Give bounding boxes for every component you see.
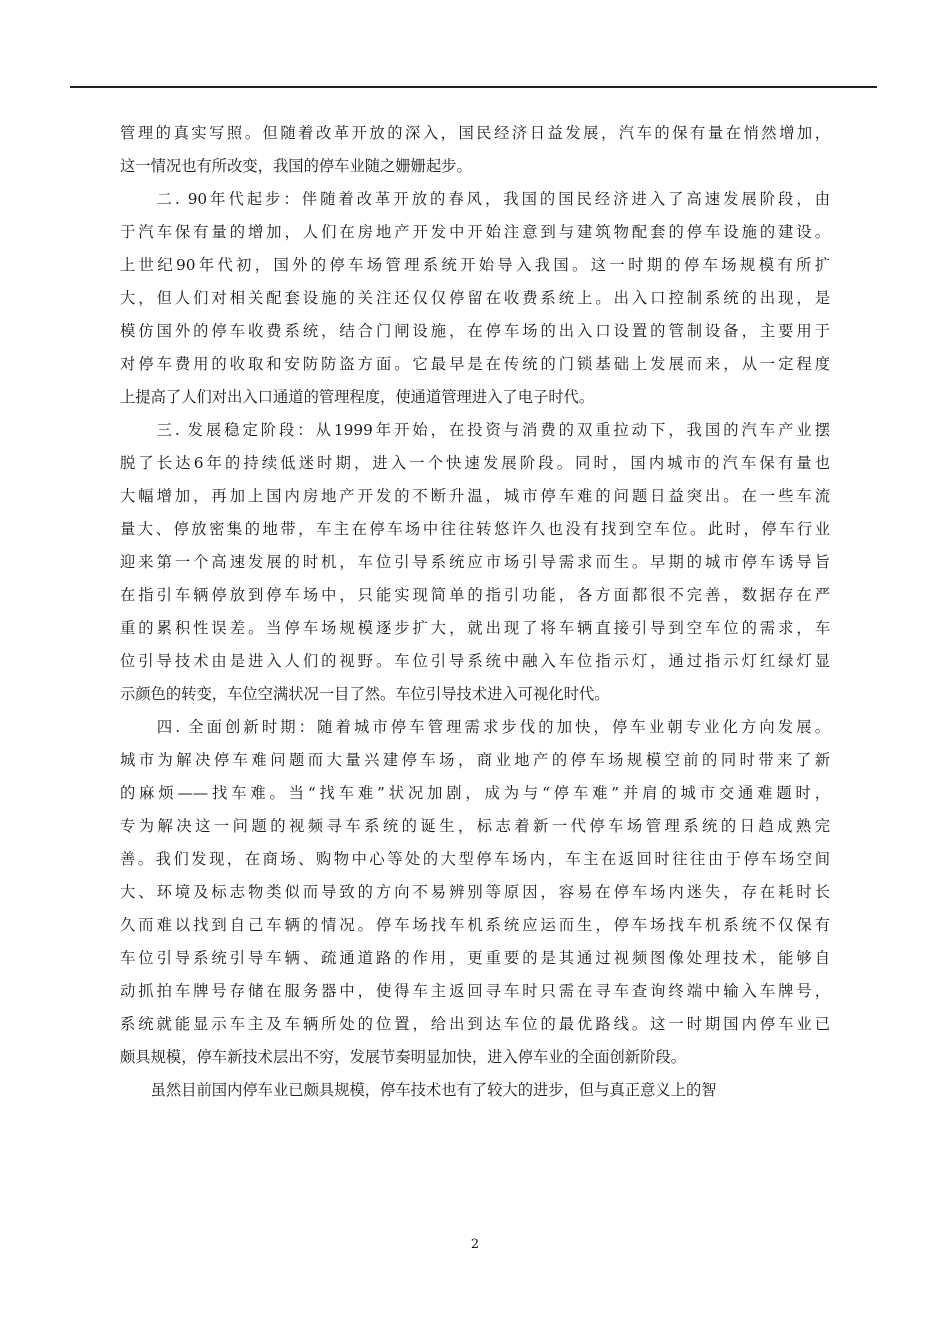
text-line: 大、环境及标志物类似而导致的方向不易辨别等原因，容易在停车场内迷失，存在耗时长 bbox=[120, 883, 830, 901]
text-line: 虽然目前国内停车业已颇具规模，停车技术也有了较大的进步，但与真正意义上的智 bbox=[120, 1081, 717, 1099]
text-line: 上世纪90年代初，国外的停车场管理系统开始导入我国。这一时期的停车场规模有所扩 bbox=[120, 256, 830, 274]
document-body bbox=[120, 117, 830, 1107]
paragraph bbox=[120, 117, 830, 183]
text-line: 管理的真实写照。但随着改革开放的深入，国民经济日益发展，汽车的保有量在悄然增加， bbox=[120, 124, 830, 142]
text-line: 城市为解决停车难问题而大量兴建停车场，商业地产的停车场规模空前的同时带来了新 bbox=[120, 751, 830, 769]
text-line: 位引导技术由是进入人们的视野。车位引导系统中融入车位指示灯，通过指示灯红绿灯显 bbox=[120, 652, 830, 670]
paragraph bbox=[120, 183, 830, 414]
text-line: 对停车费用的收取和安防防盗方面。它最早是在传统的门锁基础上发展而来，从一定程度 bbox=[120, 355, 830, 373]
text-line: 二. 90年代起步：伴随着改革开放的春风，我国的国民经济进入了高速发展阶段，由 bbox=[120, 190, 830, 208]
text-line: 脱了长达6年的持续低迷时期，进入一个快速发展阶段。同时，国内城市的汽车保有量也 bbox=[120, 454, 830, 472]
text-line: 这一情况也有所改变，我国的停车业随之姗姗起步。 bbox=[120, 157, 472, 175]
text-line: 车位引导系统引导车辆、疏通道路的作用，更重要的是其通过视频图像处理技术，能够自 bbox=[120, 949, 830, 967]
text-line: 大，但人们对相关配套设施的关注还仅仅停留在收费系统上。出入口控制系统的出现，是 bbox=[120, 289, 830, 307]
text-line: 模仿国外的停车收费系统，结合门闸设施，在停车场的出入口设置的管制设备，主要用于 bbox=[120, 322, 830, 340]
text-line: 示颜色的转变，车位空满状况一目了然。车位引导技术进入可视化时代。 bbox=[120, 685, 610, 703]
text-line: 三. 发展稳定阶段：从1999年开始，在投资与消费的双重拉动下，我国的汽车产业摆 bbox=[120, 421, 830, 439]
text-line: 系统就能显示车主及车辆所处的位置，给出到达车位的最优路线。这一时期国内停车业已 bbox=[120, 1015, 830, 1033]
text-line: 在指引车辆停放到停车场中，只能实现简单的指引功能，各方面都很不完善，数据存在严 bbox=[120, 586, 830, 604]
paragraph bbox=[120, 1074, 830, 1107]
text-line: 的麻烦——找车难。当“找车难”状况加剧，成为与“停车难”并肩的城市交通难题时， bbox=[120, 784, 830, 802]
text-line: 善。我们发现，在商场、购物中心等处的大型停车场内，车主在返回时往往由于停车场空间 bbox=[120, 850, 830, 868]
header-rule bbox=[70, 86, 877, 88]
paragraph bbox=[120, 711, 830, 1074]
text-line: 迎来第一个高速发展的时机，车位引导系统应市场引导需求而生。早期的城市停车诱导旨 bbox=[120, 553, 830, 571]
paragraph bbox=[120, 414, 830, 711]
text-line: 专为解决这一问题的视频寻车系统的诞生，标志着新一代停车场管理系统的日趋成熟完 bbox=[120, 817, 830, 835]
text-line: 重的累积性误差。当停车场规模逐步扩大，就出现了将车辆直接引导到空车位的需求，车 bbox=[120, 619, 830, 637]
text-line: 大幅增加，再加上国内房地产开发的不断升温，城市停车难的问题日益突出。在一些车流 bbox=[120, 487, 830, 505]
text-line: 上提高了人们对出入口通道的管理程度，使通道管理进入了电子时代。 bbox=[120, 388, 595, 406]
page-number: 2 bbox=[470, 1237, 480, 1252]
text-line: 颇具规模，停车新技术层出不穷，发展节奏明显加快，进入停车业的全面创新阶段。 bbox=[120, 1048, 686, 1066]
text-line: 久而难以找到自己车辆的情况。停车场找车机系统应运而生，停车场找车机系统不仅保有 bbox=[120, 916, 830, 934]
text-line: 动抓拍车牌号存储在服务器中，使得车主返回寻车时只需在寻车查询终端中输入车牌号， bbox=[120, 982, 830, 1000]
text-line: 于汽车保有量的增加，人们在房地产开发中开始注意到与建筑物配套的停车设施的建设。 bbox=[120, 223, 830, 241]
text-line: 量大、停放密集的地带，车主在停车场中往往转悠许久也没有找到空车位。此时，停车行业 bbox=[120, 520, 830, 538]
text-line: 四. 全面创新时期：随着城市停车管理需求步伐的加快，停车业朝专业化方向发展。 bbox=[120, 718, 830, 736]
